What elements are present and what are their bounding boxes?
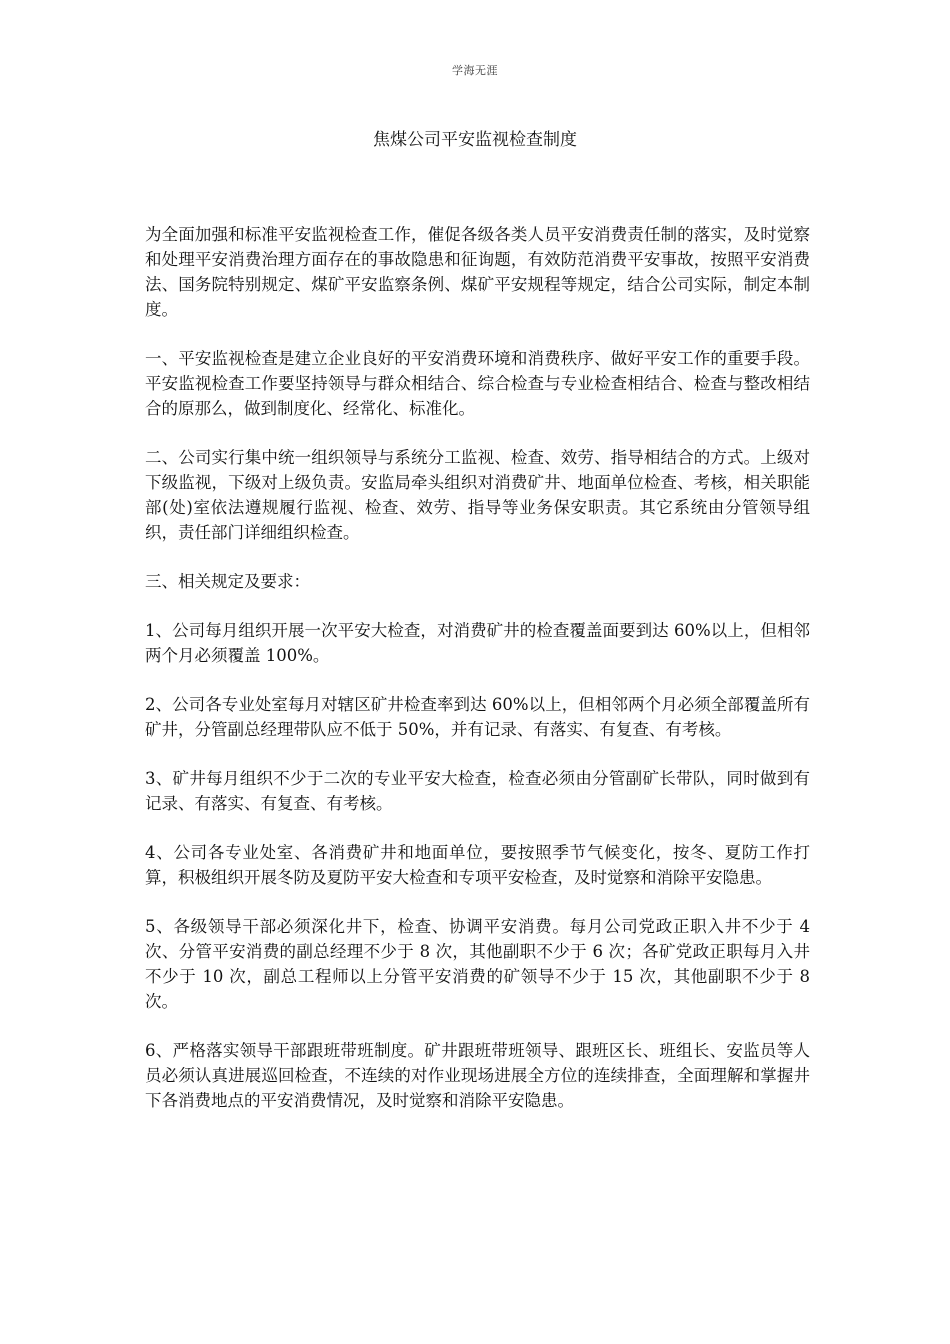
section-1-paragraph: 一、平安监视检查是建立企业良好的平安消费环境和消费秩序、做好平安工作的重要手段。平安监视检查工作要坚持领导与群众相结合、综合检查与专业检查相结合、检查与整改相结合的原那么，做到制度化、经常化、标准化。: [145, 349, 810, 418]
section-3-heading: 三、相关规定及要求：: [145, 572, 310, 591]
rule-4-paragraph: 4、公司各专业处室、各消费矿井和地面单位，要按照季节气候变化，按冬、夏防工作打算，积极组织开展冬防及夏防平安大检查和专项平安检查，及时觉察和消除平安隐患。: [145, 843, 810, 887]
rule-5-paragraph: 5、各级领导干部必须深化井下，检查、协调平安消费。每月公司党政正职入井不少于 4 次、分管平安消费的副总经理不少于 8 次，其他副职不少于 6 次；各矿党政正职每月入井不少于 10 次，副总工程师以上分管平安消费的矿领导不少于 15 次，其他副职不少于 8 次。: [145, 917, 810, 1011]
rule-2-paragraph: 2、公司各专业处室每月对辖区矿井检查率到达 60%以上，但相邻两个月必须全部覆盖所有矿井，分管副总经理带队应不低于 50%，并有记录、有落实、有复查、有考核。: [145, 695, 810, 739]
document-body: [145, 222, 810, 1137]
document-title: 焦煤公司平安监视检查制度: [373, 130, 577, 150]
rule-3-paragraph: 3、矿井每月组织不少于二次的专业平安大检查，检查必须由分管副矿长带队，同时做到有记录、有落实、有复查、有考核。: [145, 769, 810, 813]
intro-paragraph: 为全面加强和标准平安监视检查工作，催促各级各类人员平安消费责任制的落实，及时觉察和处理平安消费治理方面存在的事故隐患和征询题，有效防范消费平安事故，按照平安消费法、国务院特别规定、煤矿平安监察条例、煤矿平安规程等规定，结合公司实际，制定本制度。: [145, 225, 810, 319]
page-header: 学海无涯: [452, 64, 498, 77]
rule-6-paragraph: 6、严格落实领导干部跟班带班制度。矿井跟班带班领导、跟班区长、班组长、安监员等人员必须认真进展巡回检查，不连续的对作业现场进展全方位的连续排查，全面理解和掌握井下各消费地点的平安消费情况，及时觉察和消除平安隐患。: [145, 1041, 810, 1110]
section-2-paragraph: 二、公司实行集中统一组织领导与系统分工监视、检查、效劳、指导相结合的方式。上级对下级监视，下级对上级负责。安监局牵头组织对消费矿井、地面单位检查、考核，相关职能部(处)室依法遵规履行监视、检查、效劳、指导等业务保安职责。其它系统由分管领导组织，责任部门详细组织检查。: [145, 448, 810, 542]
rule-1-paragraph: 1、公司每月组织开展一次平安大检查，对消费矿井的检查覆盖面要到达 60%以上，但相邻两个月必须覆盖 100%。: [145, 621, 810, 665]
